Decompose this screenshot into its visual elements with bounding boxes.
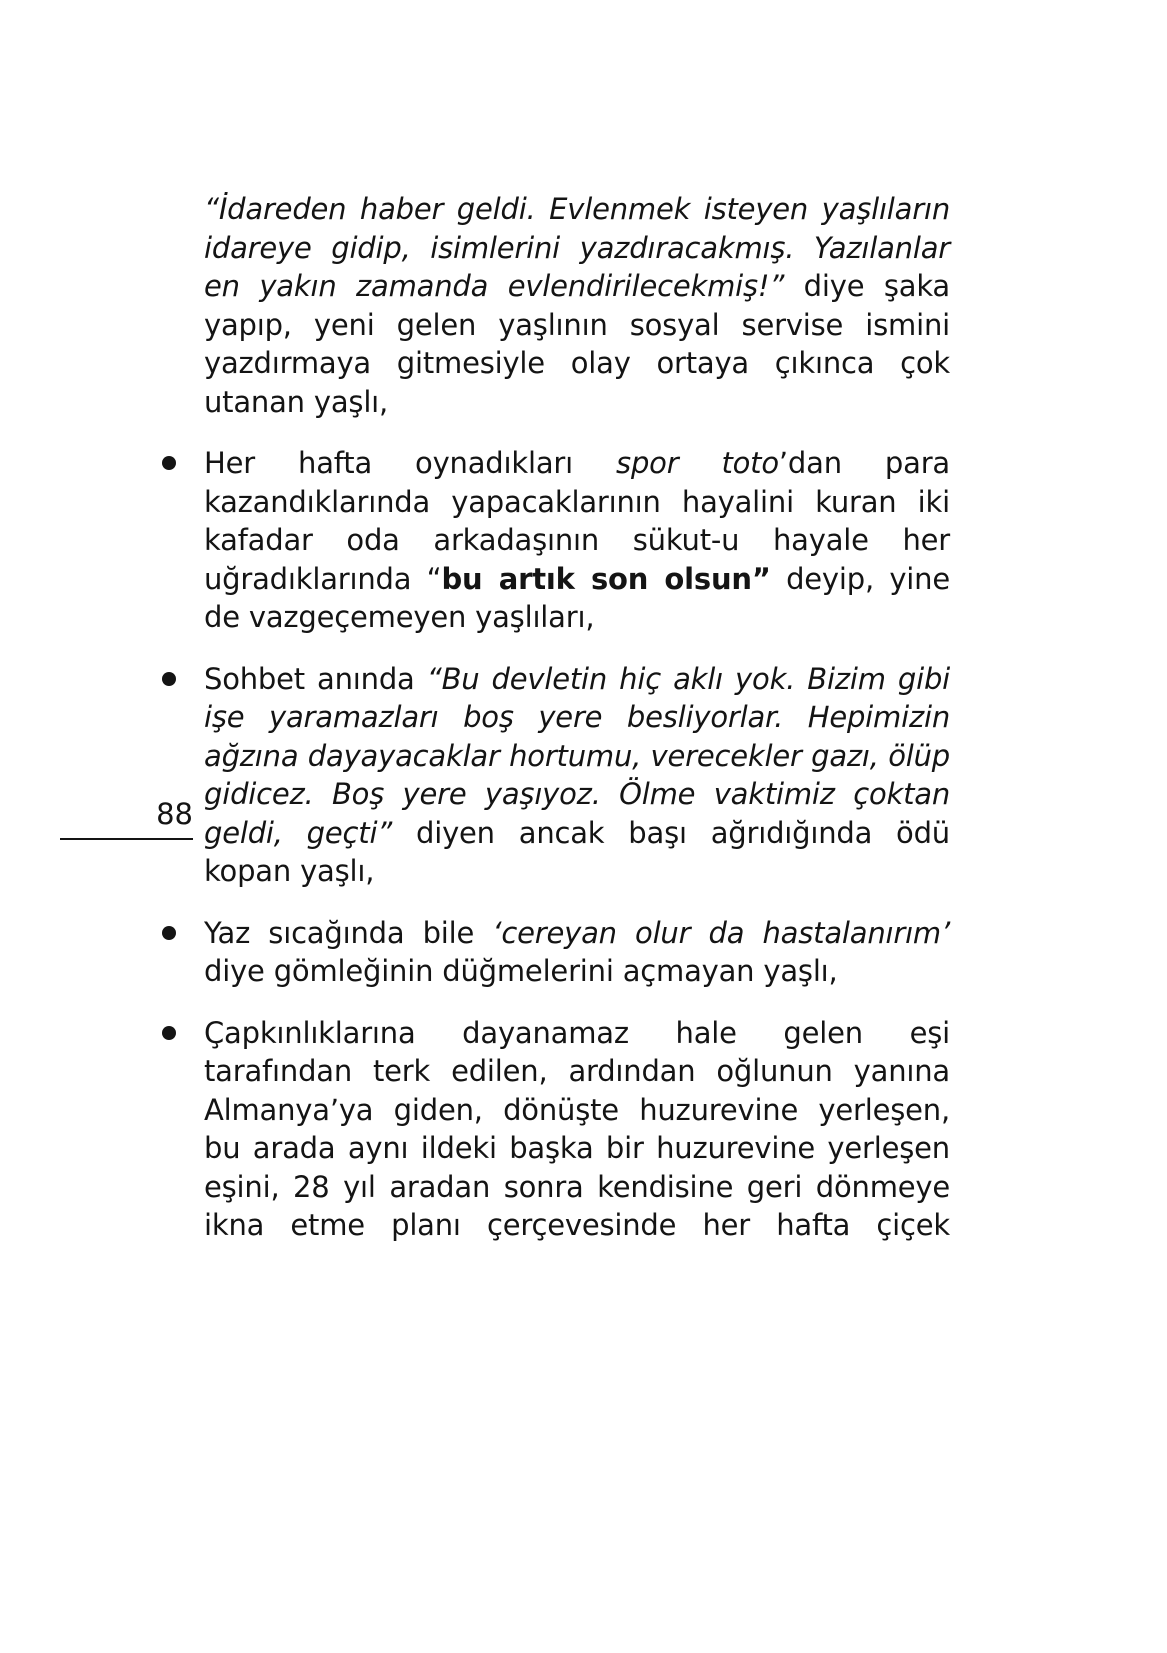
text-segment: diye gömleğinin düğmelerini açmayan yaşlı, (204, 954, 838, 988)
paragraph (204, 190, 950, 421)
page-number: 88 (156, 797, 193, 831)
paragraph (204, 914, 950, 991)
text-segment: Sohbet anında (204, 661, 427, 696)
text-segment: ‘cereyan olur da hastalanırım’ (492, 915, 951, 950)
bullet-icon (162, 672, 176, 686)
paragraph-text (204, 916, 950, 989)
bullet-icon (162, 456, 176, 470)
text-segment: diyen ancak başı ağrıdığında ödü kopan yaşlı, (204, 815, 950, 888)
text-segment: deyip, yine de vazgeçemeyen yaşlıları, (204, 561, 950, 634)
paragraph (204, 1014, 950, 1245)
paragraph-text (204, 1016, 950, 1243)
text-segment: “İdareden haber geldi. Evlenmek isteyen yaşlıların idareye gidip, isimlerini yazdıracakmış. Yazılanlar en yakın zamanda evlendirilecekmiş!” (204, 192, 950, 303)
paragraph (204, 444, 950, 637)
text-segment: diye şaka yapıp, yeni gelen yaşlının sosyal servise ismini yazdırmaya gitmesiyle olay ortaya çıkınca çok utanan yaşlı, (204, 269, 951, 419)
text-column (204, 190, 950, 1245)
bullet-icon (162, 1026, 176, 1040)
text-segment: Çapkınlıklarına dayanamaz hale gelen eşi tarafından terk edilen, ardından oğlunun yanına Almanya’ya giden, dönüşte huzurevine yerleşen, bu arada aynı ildeki başka bir huzurevine yerleşen eşini, 28 yıl aradan sonra kendisine geri dönmeye ikna etme planı çerçevesinde her hafta çiçek (204, 1015, 950, 1242)
text-segment: spor toto (616, 446, 779, 480)
paragraph (204, 660, 950, 891)
text-segment: bu artık son olsun” (441, 561, 771, 596)
text-segment: Her hafta oynadıkları (204, 446, 617, 480)
bullet-icon (162, 926, 176, 940)
text-segment: ’dan para kazandıklarında yapacaklarının hayalini kuran iki kafadar oda arkadaşının sükut-u hayale her uğradıklarında “ (204, 446, 950, 596)
paragraph-text (204, 446, 950, 634)
paragraph-text (204, 662, 950, 889)
text-segment: Yaz sıcağında bile (204, 915, 493, 950)
paragraph-text (204, 192, 950, 419)
text-segment: “Bu devletin hiç aklı yok. Bizim gibi işe yaramazları boş yere besliyorlar. Hepimizin ağzına dayayacaklar hortumu, verecekler gazı, ölüp gidicez. Boş yere yaşıyoz. Ölme vaktimiz çoktan geldi, geçti” (204, 661, 951, 850)
page-number-rule (60, 838, 193, 840)
